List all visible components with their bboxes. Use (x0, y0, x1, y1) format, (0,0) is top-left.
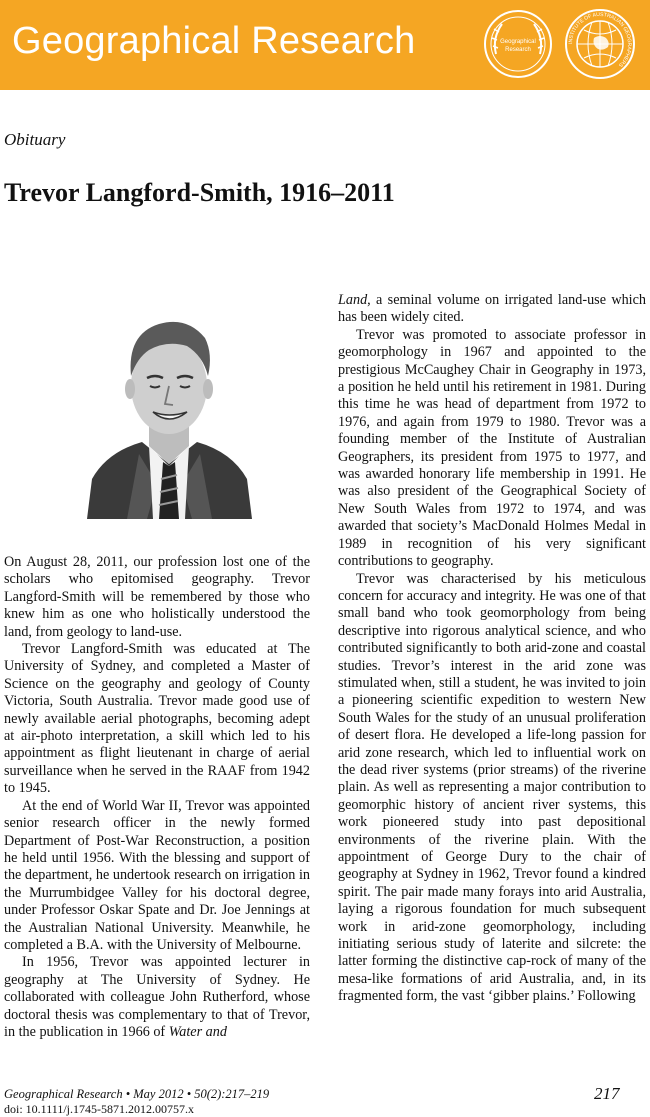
paragraph: Trevor was characterised by his meticulous concern for accuracy and integrity. He was one of that small band who took geomorphology from being descriptive into rigorous analytical science, and who contributed significantly to both arid-zone and coastal studies. Trevor’s interest in the arid zone was stimulated when, still a student, he was invited to join a pioneering scientific expedition to western New South Wales for the study of an unusual proliferation of desert flora. He developed a life-long passion for arid zone research, which led to influential work on the dead river systems (prior streams) of the riverine plain. As well as representing a major contribution to geomorphic history of ancient river systems, this work pioneered study into past depositional environments of the riverine plain. With the appointment of George Dury to the chair of geography at Sydney in 1962, Trevor found a kindred spirit. The pair made many forays into arid Australia, laying a rigorous foundation for much subsequent work in arid-zone geomorphology, including initiating serious study of laterite and silcrete: the latter forming the distinctive cap-rock of many of the mesa-like formations of arid Australia, and, in its fragmented form, the vast ‘gibber plains.’ Following (338, 570, 646, 1005)
paragraph-text: In 1956, Trevor was appointed lecturer in geography at The University of Sydney. He collaborated with colleague John Rutherford, whose doctoral thesis was complementary to that of Trevor, in the publication in 1966 of (4, 954, 310, 1040)
book-title-fragment: Water and (168, 1023, 227, 1040)
journal-banner (0, 0, 650, 90)
seal-ring-text: INSTITUTE OF AUSTRALIAN GEOGRAPHERS (567, 11, 633, 68)
section-label: Obituary (4, 130, 66, 149)
page-number: 217 (594, 1084, 620, 1103)
paragraph-text: , a seminal volume on irrigated land-use which has been widely cited. (338, 292, 646, 326)
doi-link[interactable]: doi: 10.1111/j.1745-5871.2012.00757.x (4, 1102, 194, 1116)
article-body-left-column (4, 554, 310, 1041)
iag-globe-seal-icon (564, 8, 636, 80)
paragraph: At the end of World War II, Trevor was appointed senior research officer in the newly formed Department of Post-War Reconstruction, a position he held until 1956. With the blessing and support of the department, he undertook research on irrigation in the Murrumbidgee Valley for his doctoral degree, under Professor Oskar Spate and Dr. Joe Jennings at the Australian National University. Meanwhile, he completed a B.A. with the University of Melbourne. (4, 797, 310, 953)
portrait-photo (87, 294, 252, 519)
seal-text-bottom: Research (505, 47, 531, 53)
paragraph: On August 28, 2011, our profession lost one of the scholars who epitomised geography. Trevor Langford-Smith will be remembered by those who knew him as one who holistically understood the land, from geology to land-use. (4, 554, 310, 640)
paragraph: Trevor Langford-Smith was educated at The University of Sydney, and completed a Master of Science on the geography and geology of County Victoria, South Australia. Trevor made good use of newly available aerial photographs, becoming adept at air-photo interpretation, a skill which led to his appointment as flight lieutenant in charge of aerial surveillance when he served in the RAAF from 1942 to 1945. (4, 641, 310, 797)
book-title-fragment: Land (338, 292, 368, 308)
seal-text-top: Geographical (500, 39, 536, 45)
journal-title: Geographical Research (12, 20, 416, 62)
geographical-research-seal-icon (482, 8, 554, 80)
citation-line: Geographical Research • May 2012 • 50(2):217–219 (4, 1087, 270, 1101)
article-title: Trevor Langford-Smith, 1916–2011 (4, 178, 395, 207)
paragraph: Trevor was promoted to associate professor in geomorphology in 1967 and appointed to the prestigious McCaughey Chair in Geography in 1973, a position he held until his retirement in 1981. During this time he was head of department from 1972 to 1976, and again from 1979 to 1980. Trevor was a founding member of the Institute of Australian Geographers, its president from 1975 to 1977, and was awarded honorary life membership in 1991. He was also president of the Geographical Society of New South Wales from 1972 to 1974, and was awarded that society’s MacDonald Holmes Medal in 1989 in recognition of his very significant contributions to geography. (338, 326, 646, 570)
paragraph (338, 292, 646, 327)
article-body-right-column (338, 292, 646, 1006)
paragraph (4, 954, 310, 1041)
